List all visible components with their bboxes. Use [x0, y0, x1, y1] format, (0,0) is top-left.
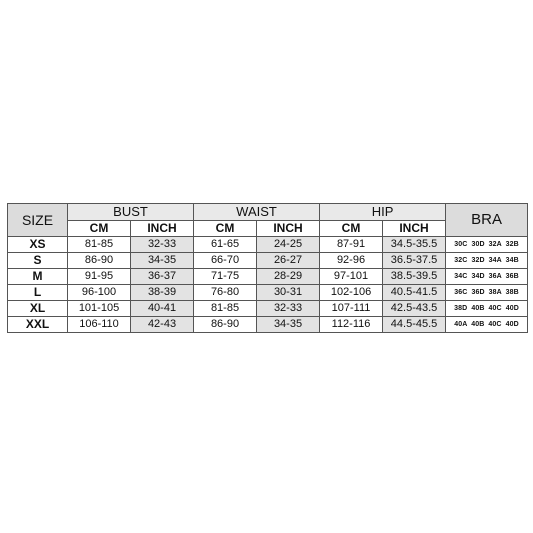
waist-header: [194, 204, 320, 221]
bust-cm-cell: 81-85: [68, 237, 131, 253]
bra-cell: 36C 36D 38A 38B: [446, 285, 528, 301]
bust-cm-cell: 96-100: [68, 285, 131, 301]
waist-header-label: WAIST: [236, 204, 277, 219]
hip-inch-cell: 34.5-35.5: [383, 237, 446, 253]
bra-cell: 40A 40B 40C 40D: [446, 317, 528, 333]
hip-cm-cell: 87-91: [320, 237, 383, 253]
waist-inch-cell: 28-29: [257, 269, 320, 285]
table-row: [8, 237, 528, 253]
header-group-row: [8, 204, 528, 221]
hip-cm-header: CM: [320, 221, 383, 237]
size-chart-table: [7, 203, 528, 333]
size-cell: L: [8, 285, 68, 301]
hip-cm-cell: 92-96: [320, 253, 383, 269]
bra-cell: 30C 30D 32A 32B: [446, 237, 528, 253]
hip-cm-cell: 97-101: [320, 269, 383, 285]
bust-inch-cell: 38-39: [131, 285, 194, 301]
bust-inch-cell: 36-37: [131, 269, 194, 285]
waist-inch-cell: 32-33: [257, 301, 320, 317]
bust-header-label: BUST: [113, 204, 148, 219]
waist-cm-cell: 71-75: [194, 269, 257, 285]
hip-inch-cell: 38.5-39.5: [383, 269, 446, 285]
size-header: SIZE: [8, 204, 68, 237]
waist-cm-header: CM: [194, 221, 257, 237]
hip-cm-cell: 112-116: [320, 317, 383, 333]
table-row: [8, 301, 528, 317]
bra-cell: 32C 32D 34A 34B: [446, 253, 528, 269]
size-cell: XS: [8, 237, 68, 253]
size-cell: XXL: [8, 317, 68, 333]
bust-header: [68, 204, 194, 221]
bra-cell: 34C 34D 36A 36B: [446, 269, 528, 285]
waist-cm-cell: 76-80: [194, 285, 257, 301]
waist-inch-cell: 30-31: [257, 285, 320, 301]
waist-cm-cell: 66-70: [194, 253, 257, 269]
table-row: [8, 317, 528, 333]
table-row: [8, 285, 528, 301]
hip-cm-cell: 102-106: [320, 285, 383, 301]
size-cell: XL: [8, 301, 68, 317]
hip-header-label: HIP: [371, 204, 394, 219]
table-row: [8, 253, 528, 269]
bra-cell: 38D 40B 40C 40D: [446, 301, 528, 317]
waist-cm-cell: 81-85: [194, 301, 257, 317]
hip-inch-cell: 44.5-45.5: [383, 317, 446, 333]
bust-cm-header: CM: [68, 221, 131, 237]
size-cell: S: [8, 253, 68, 269]
table-row: [8, 269, 528, 285]
hip-inch-cell: 42.5-43.5: [383, 301, 446, 317]
hip-header: [320, 204, 446, 221]
bust-inch-cell: 40-41: [131, 301, 194, 317]
hip-cm-cell: 107-111: [320, 301, 383, 317]
hip-inch-cell: 36.5-37.5: [383, 253, 446, 269]
bra-header: BRA: [446, 204, 528, 237]
bust-cm-cell: 86-90: [68, 253, 131, 269]
bust-inch-header: INCH: [131, 221, 194, 237]
waist-cm-cell: 86-90: [194, 317, 257, 333]
bust-inch-cell: 32-33: [131, 237, 194, 253]
hip-inch-cell: 40.5-41.5: [383, 285, 446, 301]
bust-cm-cell: 91-95: [68, 269, 131, 285]
waist-inch-header: INCH: [257, 221, 320, 237]
waist-inch-cell: 26-27: [257, 253, 320, 269]
waist-inch-cell: 34-35: [257, 317, 320, 333]
bust-inch-cell: 34-35: [131, 253, 194, 269]
bust-cm-cell: 101-105: [68, 301, 131, 317]
waist-inch-cell: 24-25: [257, 237, 320, 253]
hip-inch-header: INCH: [383, 221, 446, 237]
size-cell: M: [8, 269, 68, 285]
bust-inch-cell: 42-43: [131, 317, 194, 333]
waist-cm-cell: 61-65: [194, 237, 257, 253]
bust-cm-cell: 106-110: [68, 317, 131, 333]
